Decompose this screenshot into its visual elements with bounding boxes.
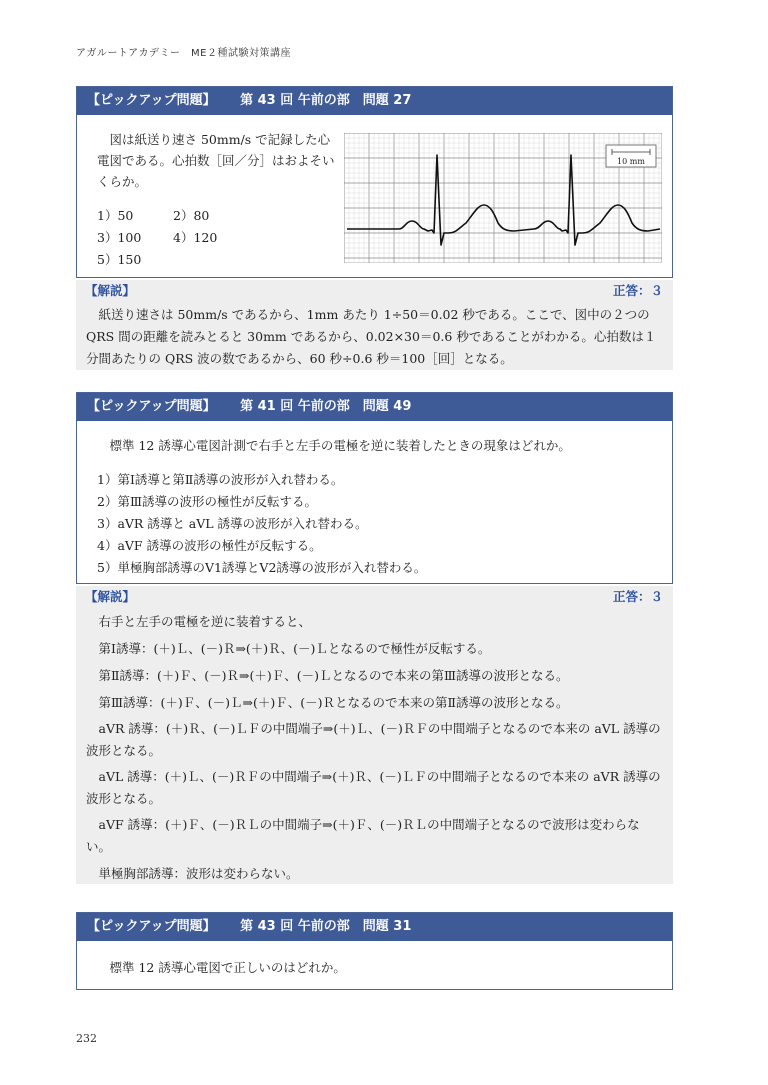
answer-label: 正答：３ bbox=[612, 283, 663, 298]
ecg-figure bbox=[344, 133, 662, 263]
problem-header-2 bbox=[77, 393, 672, 421]
problem-box-1 bbox=[76, 86, 673, 278]
choice-item: 1）50 bbox=[97, 208, 134, 223]
explanation-label: 【解説】 bbox=[85, 283, 136, 298]
problem-tag: 【ピックアップ問題】 bbox=[87, 919, 216, 934]
explanation-header bbox=[76, 586, 673, 608]
choice-item: 2）第Ⅲ誘導の波形の極性が反転する。 bbox=[97, 494, 318, 509]
problem-header-1 bbox=[77, 87, 672, 115]
problem-box-2 bbox=[76, 392, 673, 584]
choice-item: 4）120 bbox=[173, 230, 218, 245]
explanation-text: aVF 誘導：(＋)Ｆ、(－)ＲＬの中間端子⇒(＋)Ｆ、(－)ＲＬの中間端子となるので波形は変わらない。 bbox=[86, 817, 640, 854]
explanation-text: 紙送り速さは 50mm/s であるから、1mm あたり 1÷50＝0.02 秒である。ここで、図中の２つの QRS 間の距離を読みとると 30mm であるから、0.02×30＝0.6 秒であることがわかる。心拍数は１分間あたりの QRS 波の数であるから、60 秒÷0.6 秒＝100［回］となる。 bbox=[86, 307, 657, 366]
running-head: アガルートアカデミー ME２種試験対策講座 bbox=[76, 48, 291, 59]
problem-source: 第 41 回 午前の部 問題 49 bbox=[240, 399, 412, 414]
explanation-text: 第Ⅰ誘導：(＋)Ｌ、(－)Ｒ⇒(＋)Ｒ、(－)Ｌとなるので極性が反転する。 bbox=[98, 641, 491, 656]
question-text: 標準 12 誘導心電図で正しいのはどれか。 bbox=[109, 960, 346, 975]
explanation-header bbox=[76, 280, 673, 302]
choice-item: 4）aVF 誘導の波形の極性が反転する。 bbox=[97, 538, 322, 553]
answer-label: 正答：３ bbox=[612, 589, 663, 604]
choice-item: 5）150 bbox=[97, 252, 142, 267]
explanation-text: 第Ⅱ誘導：(＋)Ｆ、(－)Ｒ⇒(＋)Ｆ、(－)Ｌとなるので本来の第Ⅲ誘導の波形となる。 bbox=[98, 668, 569, 683]
choice-item: 3）aVR 誘導と aVL 誘導の波形が入れ替わる。 bbox=[97, 516, 368, 531]
explanation-box-1 bbox=[76, 280, 673, 370]
problem-source: 第 43 回 午前の部 問題 31 bbox=[240, 919, 412, 934]
choice-item: 5）単極胸部誘導のV1誘導とV2誘導の波形が入れ替わる。 bbox=[97, 560, 427, 575]
choice-list bbox=[97, 469, 657, 579]
choice-item: 2）80 bbox=[173, 208, 210, 223]
page-number: 232 bbox=[76, 1032, 97, 1045]
scale-label: 10 mm bbox=[617, 157, 645, 166]
choice-item: 3）100 bbox=[97, 230, 142, 245]
explanation-label: 【解説】 bbox=[85, 589, 136, 604]
explanation-text: aVR 誘導：(＋)Ｒ、(－)ＬＦの中間端子⇒(＋)Ｌ、(－)ＲＦの中間端子となるので本来の aVL 誘導の波形となる。 bbox=[86, 721, 661, 758]
question-text: 標準 12 誘導心電図計測で右手と左手の電極を逆に装着したときの現象はどれか。 bbox=[109, 438, 571, 453]
problem-source: 第 43 回 午前の部 問題 27 bbox=[240, 93, 412, 108]
problem-tag: 【ピックアップ問題】 bbox=[87, 93, 216, 108]
explanation-box-2 bbox=[76, 586, 673, 884]
question-text: 図は紙送り速さ 50mm/s で記録した心電図である。心拍数［回／分］はおよそいくらか。 bbox=[97, 132, 335, 189]
problem-header-3 bbox=[77, 913, 672, 941]
choice-item: 1）第Ⅰ誘導と第Ⅱ誘導の波形が入れ替わる。 bbox=[97, 472, 344, 487]
explanation-text: 右手と左手の電極を逆に装着すると、 bbox=[98, 614, 312, 629]
problem-box-3 bbox=[76, 912, 673, 990]
explanation-text: aVL 誘導：(＋)Ｌ、(－)ＲＦの中間端子⇒(＋)Ｒ、(－)ＬＦの中間端子となるので本来の aVR 誘導の波形となる。 bbox=[86, 769, 661, 806]
explanation-text: 第Ⅲ誘導：(＋)Ｆ、(－)Ｌ⇒(＋)Ｆ、(－)Ｒとなるので本来の第Ⅱ誘導の波形となる。 bbox=[98, 695, 569, 710]
problem-tag: 【ピックアップ問題】 bbox=[87, 399, 216, 414]
explanation-text: 単極胸部誘導：波形は変わらない。 bbox=[98, 866, 299, 881]
